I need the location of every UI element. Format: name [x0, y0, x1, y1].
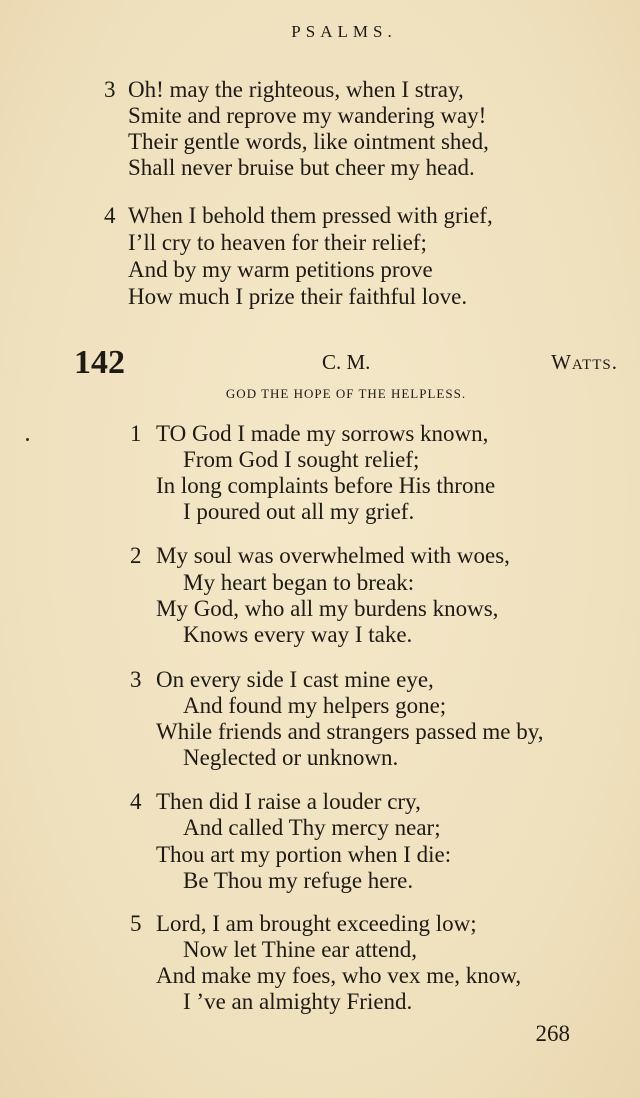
running-head: PSALMS.	[291, 22, 397, 41]
verse-line: And called Thy mercy near;	[183, 815, 441, 840]
hymn-number: 142	[74, 344, 125, 381]
verse-line: On every side I cast mine eye,	[156, 667, 434, 692]
stanza-number: 3	[130, 667, 142, 692]
verse-line: Knows every way I take.	[183, 622, 413, 647]
stanza-number: 2	[130, 543, 142, 568]
verse-line: Smite and reprove my wandering way!	[128, 103, 487, 128]
verse-line: And make my foes, who vex me, know,	[156, 963, 522, 988]
stanza-number: 3	[104, 77, 116, 102]
verse-line: My heart began to break:	[183, 570, 415, 595]
hymn-meter: C. M.	[322, 350, 371, 374]
verse-line: Shall never bruise but cheer my head.	[128, 155, 475, 180]
verse-line: Neglected or unknown.	[183, 745, 399, 770]
verse-line: My soul was overwhelmed with woes,	[156, 543, 510, 568]
verse-line: Then did I raise a louder cry,	[156, 789, 421, 814]
hymn-title: GOD THE HOPE OF THE HELPLESS.	[225, 386, 467, 401]
verse-line: I ’ve an almighty Friend.	[183, 989, 413, 1014]
page-number: 268	[535, 1021, 570, 1046]
verse-line: How much I prize their faithful love.	[128, 284, 468, 309]
verse-line: From God I sought relief;	[183, 447, 420, 472]
verse-line: Thou art my portion when I die:	[156, 842, 452, 867]
stanza-number: 4	[130, 789, 142, 814]
verse-line: And found my helpers gone;	[183, 693, 447, 718]
stanza-number: 1	[130, 421, 142, 446]
verse-line: My God, who all my burdens knows,	[156, 596, 499, 621]
verse-line: Oh! may the righteous, when I stray,	[128, 77, 464, 102]
stanza-number: 5	[130, 911, 142, 936]
verse-line: Their gentle words, like ointment shed,	[128, 129, 489, 154]
verse-line: Be Thou my refuge here.	[183, 868, 414, 893]
verse-line: And by my warm petitions prove	[128, 257, 433, 282]
verse-line: I poured out all my grief.	[183, 499, 415, 524]
verse-line: TO God I made my sorrows known,	[156, 421, 489, 446]
verse-line: While friends and strangers passed me by,	[156, 719, 544, 744]
hymn-author: Watts.	[551, 350, 618, 374]
verse-line: Now let Thine ear attend,	[183, 937, 417, 962]
verse-line: When I behold them pressed with grief,	[128, 203, 493, 228]
ink-speck	[26, 438, 29, 441]
stanza-number: 4	[104, 203, 116, 228]
verse-line: Lord, I am brought exceeding low;	[156, 911, 477, 936]
verse-line: In long complaints before His throne	[156, 473, 496, 498]
verse-line: I’ll cry to heaven for their relief;	[128, 230, 427, 255]
